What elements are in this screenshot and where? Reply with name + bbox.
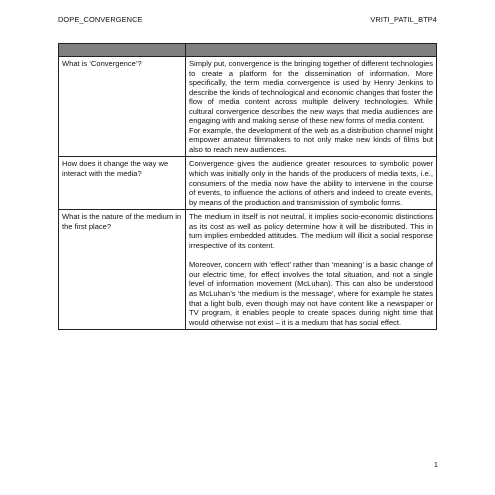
paragraph-spacer [189,250,433,260]
answer-cell [186,210,437,330]
answer-paragraph: Moreover, concern with ‘effect’ rather than ‘meaning’ is a basic change of our electric time, for effect involves the total situation, and not a single level of information movement (McLuhan). This can also be understood as McLuhan’s ‘the medium is the message’, where for example he states that a light bulb, even though may not have content like a newspaper or TV program, it enables people to create spaces during night time that would otherwise not exist – it is a medium that has social effect. [189,260,433,327]
answer-paragraph: Convergence gives the audience greater resources to symbolic power which was initially only in the hands of the producers of media texts, i.e., consumers of the media now have the ability to intervene in the course of events, to influence the actions of others and indeed to create events, by means of the production and transmission of symbolic forms. [189,159,433,207]
question-cell: What is the nature of the medium in the first place? [59,210,186,330]
answer-paragraph: For example, the development of the web as a distribution channel might empower amateur filmmakers to not only make new kinds of films but also to reach new audiences. [189,125,433,154]
table-row [59,157,437,210]
qa-table [58,43,437,330]
document-title: DOPE_CONVERGENCE [58,15,143,24]
table-header-cell [186,44,437,57]
answer-cell [186,57,437,157]
question-cell: How does it change the way we interact with the media? [59,157,186,210]
table-header-row [59,44,437,57]
page-number: 1 [433,460,438,469]
answer-paragraph: Simply put, convergence is the bringing together of different technologies to create a platform for the dissemination of information. More specifically, the term media convergence is used by Henry Jenkins to describe the kinds of technological and economic changes that foster the flow of media content across multiple delivery technologies. While cultural convergence describes the new ways that media audiences are engaging with and making sense of these new forms of media content. [189,59,433,126]
table-header-cell [59,44,186,57]
answer-paragraph: The medium in itself is not neutral, it implies socio-economic distinctions as its cost as well as policy determine how it will be distributed. This in turn implies embedded attitudes. The medium will illicit a social response irrespective of its content. [189,212,433,250]
question-cell: What is ‘Convergence’? [59,57,186,157]
answer-cell [186,157,437,210]
table-row [59,57,437,157]
author-label: VRITI_PATIL_BTP4 [370,15,437,24]
table-row [59,210,437,330]
